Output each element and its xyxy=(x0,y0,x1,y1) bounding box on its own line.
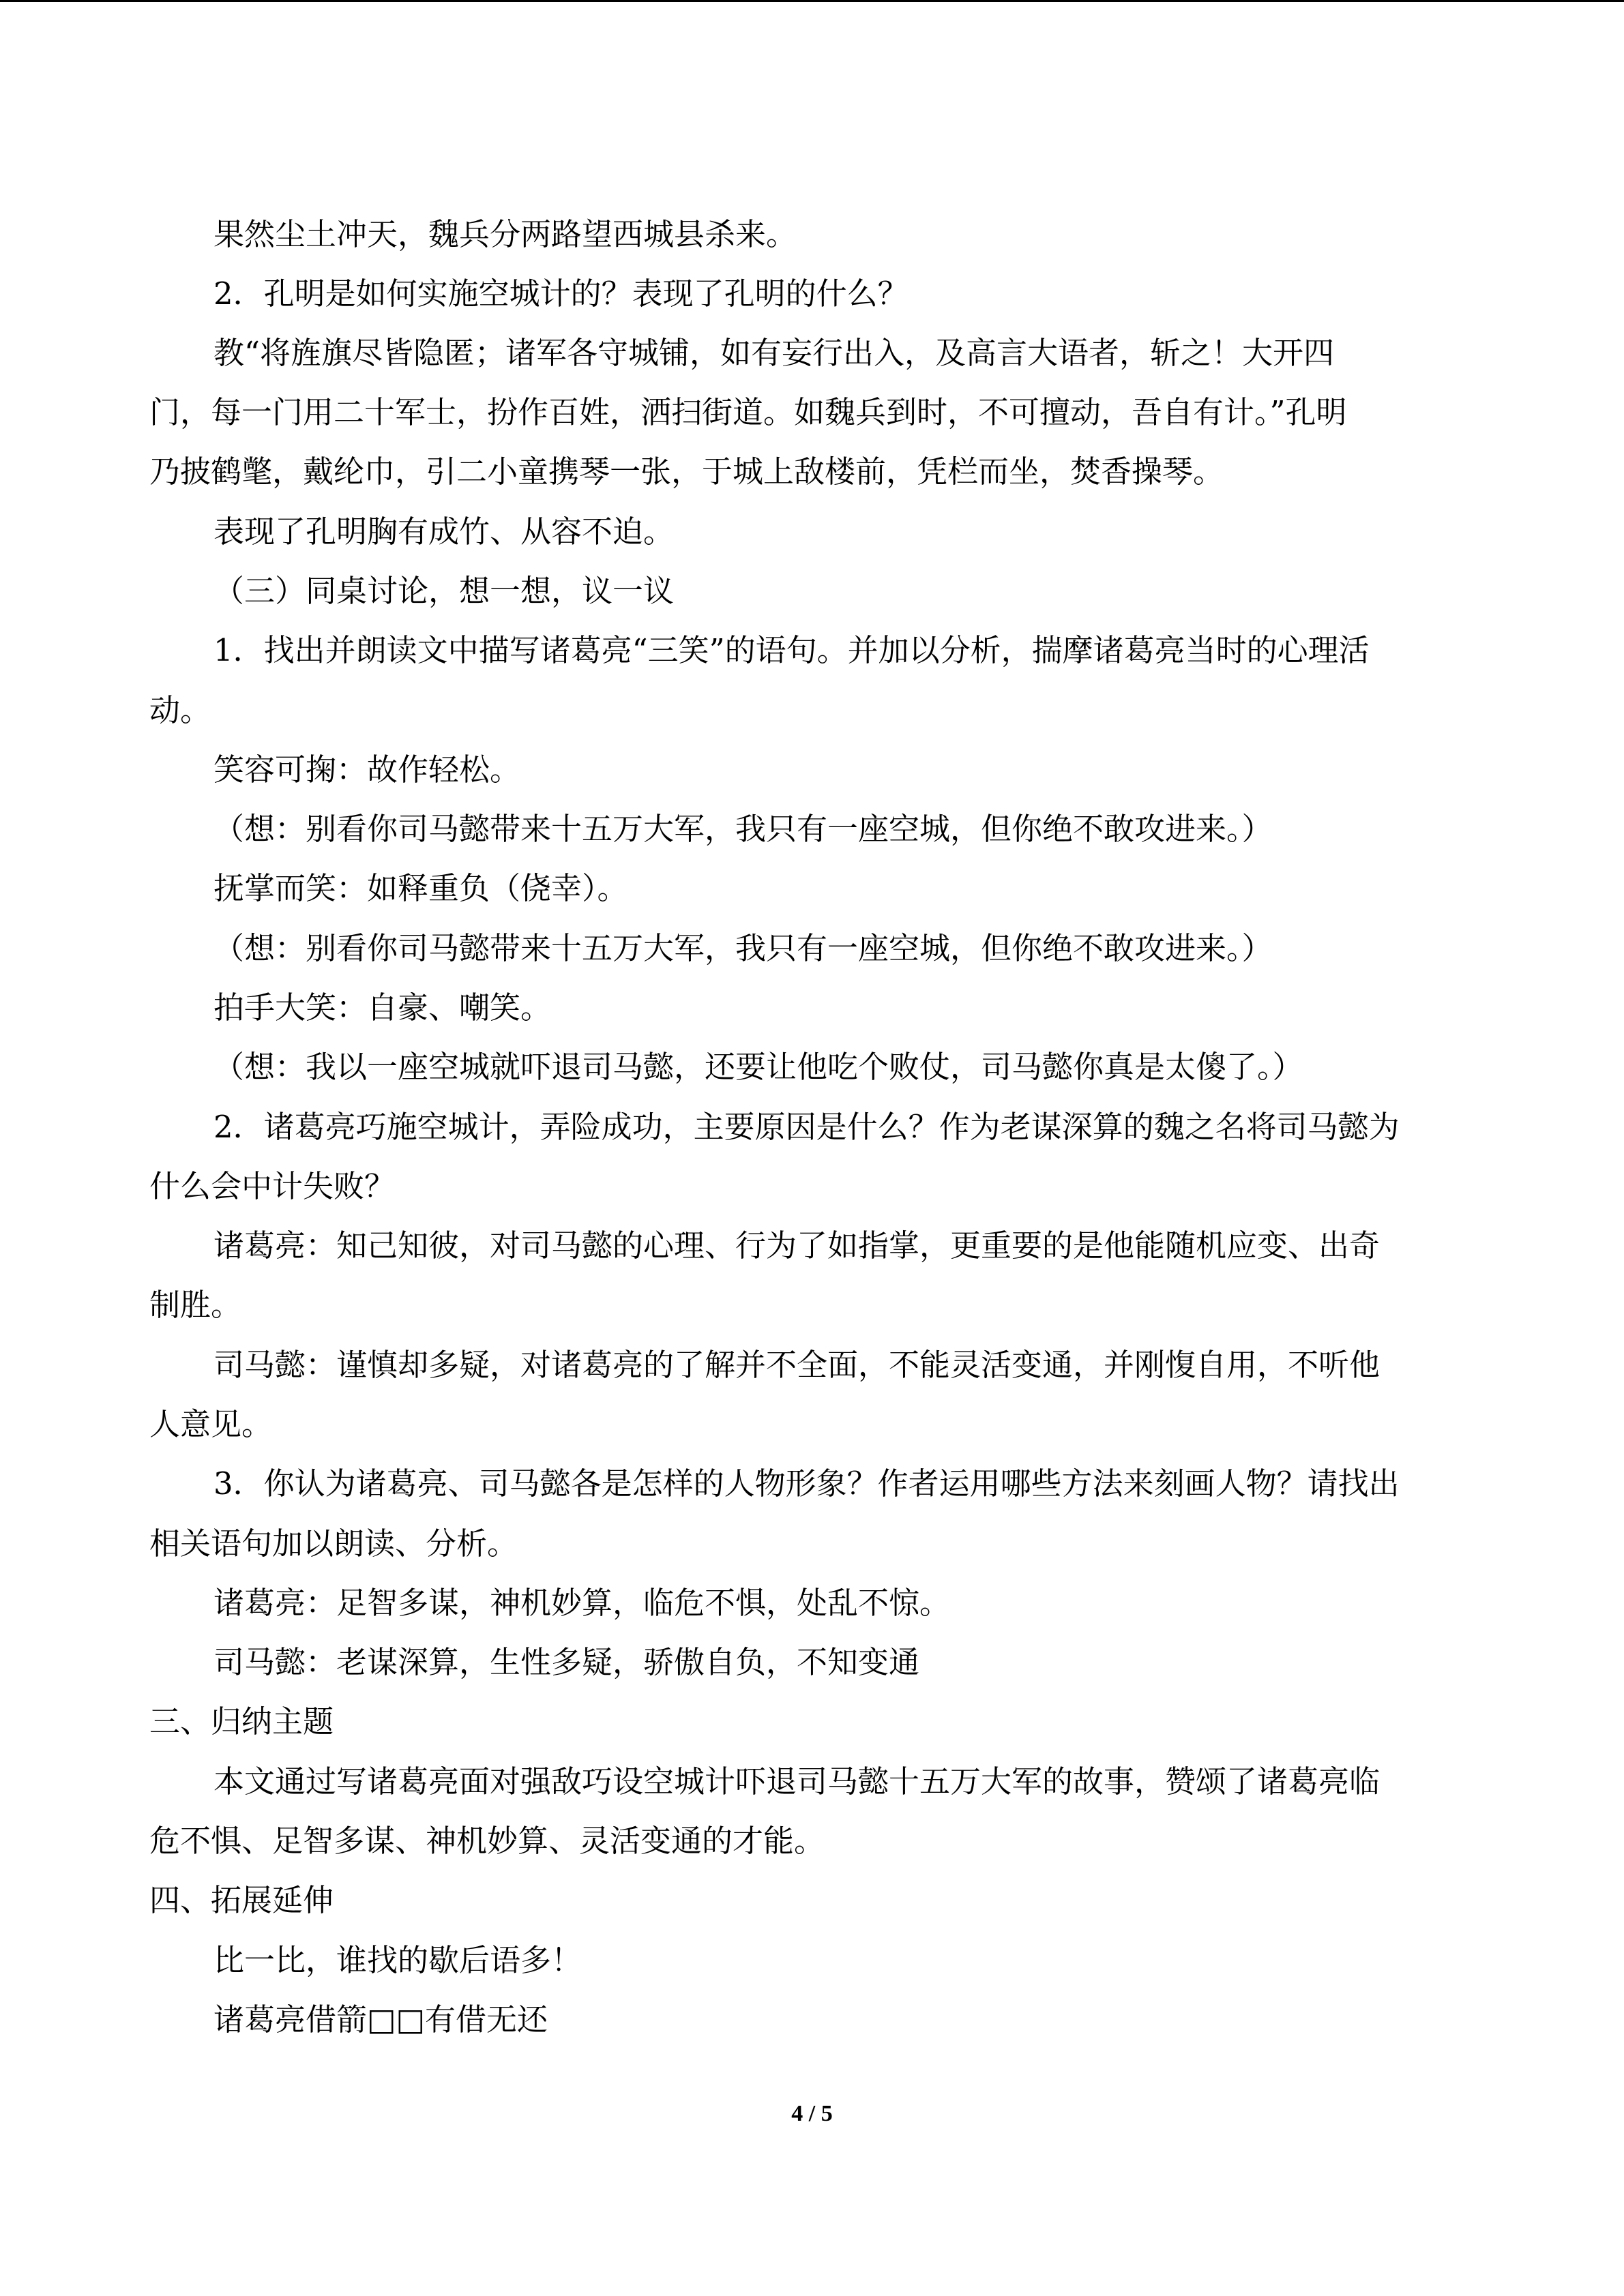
question-1-continuation: 动。 xyxy=(149,692,211,728)
text-line-4: 门，每一门用二十军士，扮作百姓，洒扫街道。如魏兵到时，不可擅动，吾自有计。”孔明 xyxy=(149,394,1347,430)
top-border-line xyxy=(0,0,1624,2)
laugh-2-thought: （想：别看你司马懿带来十五万大军，我只有一座空城，但你绝不敢攻进来。） xyxy=(213,930,1273,966)
laugh-1-line: 笑容可掬：故作轻松。 xyxy=(213,751,521,788)
text-line-3: 教“将旌旗尽皆隐匿；诸军各守城铺，如有妄行出入，及高言大语者，斩之！大开四 xyxy=(213,335,1335,371)
question-2-line: 2．诸葛亮巧施空城计，弄险成功，主要原因是什么？作为老谋深算的魏之名将司马懿为 xyxy=(213,1109,1400,1145)
zhuge-liang-reason: 诸葛亮：知己知彼，对司马懿的心理、行为了如指掌，更重要的是他能随机应变、出奇 xyxy=(213,1227,1381,1264)
laugh-1-thought: （想：别看你司马懿带来十五万大军，我只有一座空城，但你绝不敢攻进来。） xyxy=(213,811,1273,847)
text-line-1: 果然尘土冲天，魏兵分两路望西城县杀来。 xyxy=(213,216,797,252)
question-2-heading: 2．孔明是如何实施空城计的？表现了孔明的什么？ xyxy=(213,275,909,312)
question-2-continuation: 什么会中计失败？ xyxy=(149,1168,396,1204)
laugh-2-line: 抚掌而笑：如释重负（侥幸）。 xyxy=(213,870,628,906)
extension-prompt: 比一比，谁找的歇后语多！ xyxy=(213,1942,582,1978)
xiehouyu-example: 诸葛亮借箭□□有借无还 xyxy=(213,2001,548,2038)
sima-yi-image: 司马懿：老谋深算，生性多疑，骄傲自负，不知变通 xyxy=(213,1644,920,1680)
theme-line-1: 本文通过写诸葛亮面对强敌巧设空城计吓退司马懿十五万大军的故事，赞颂了诸葛亮临 xyxy=(213,1763,1381,1800)
zhuge-liang-image: 诸葛亮：足智多谋，神机妙算，临危不惧，处乱不惊。 xyxy=(213,1585,951,1621)
section-4-heading: 四、拓展延伸 xyxy=(149,1882,334,1918)
zhuge-liang-reason-continuation: 制胜。 xyxy=(149,1287,242,1323)
theme-line-2: 危不惧、足智多谋、神机妙算、灵活变通的才能。 xyxy=(149,1823,825,1859)
page-number: 4 / 5 xyxy=(791,2101,833,2126)
question-3-line: 3．你认为诸葛亮、司马懿各是怎样的人物形象？作者运用哪些方法来刻画人物？请找出 xyxy=(213,1465,1400,1502)
sima-yi-reason-continuation: 人意见。 xyxy=(149,1406,273,1442)
question-3-continuation: 相关语句加以朗读、分析。 xyxy=(149,1525,518,1562)
question-1-line: 1．找出并朗读文中描写诸葛亮“三笑”的语句。并加以分析，揣摩诸葛亮当时的心理活 xyxy=(213,632,1370,668)
text-line-6: 表现了孔明胸有成竹、从容不迫。 xyxy=(213,513,675,550)
text-line-5: 乃披鹤氅，戴纶巾，引二小童携琴一张，于城上敌楼前，凭栏而坐，焚香操琴。 xyxy=(149,453,1224,490)
section-discussion-heading: （三）同桌讨论，想一想，议一议 xyxy=(213,573,675,609)
sima-yi-reason: 司马懿：谨慎却多疑，对诸葛亮的了解并不全面，不能灵活变通，并刚愎自用，不听他 xyxy=(213,1347,1381,1383)
section-3-heading: 三、归纳主题 xyxy=(149,1703,334,1740)
laugh-3-line: 拍手大笑：自豪、嘲笑。 xyxy=(213,989,552,1026)
laugh-3-thought: （想：我以一座空城就吓退司马懿，还要让他吃个败仗，司马懿你真是太傻了。） xyxy=(213,1049,1303,1085)
